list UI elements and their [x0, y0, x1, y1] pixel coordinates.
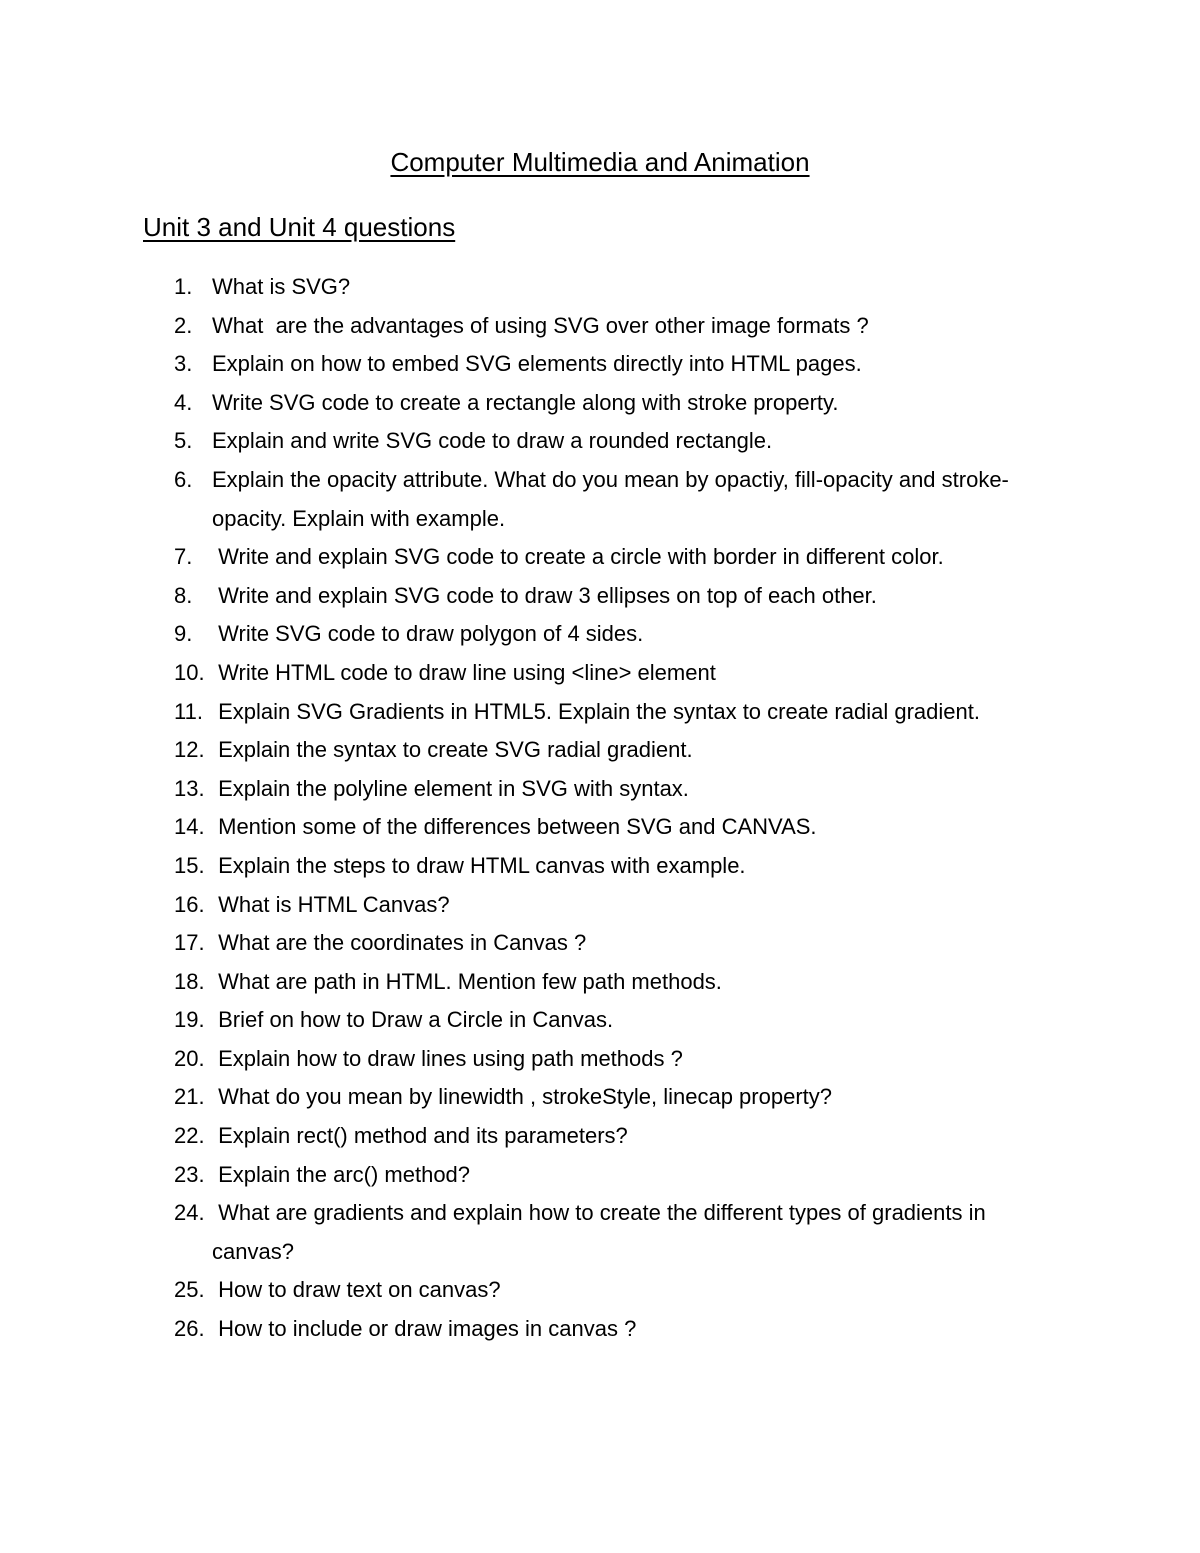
question-number: 24.	[174, 1200, 205, 1226]
question-number: 17.	[174, 930, 205, 956]
question-text: Explain on how to embed SVG elements directly into HTML pages.	[212, 351, 862, 377]
question-item	[0, 693, 1200, 732]
question-item	[0, 847, 1200, 886]
question-list	[0, 268, 1200, 1349]
question-text: What are gradients and explain how to create the different types of gradients in canvas?	[212, 1200, 992, 1264]
question-item	[0, 577, 1200, 616]
question-text: Write and explain SVG code to create a circle with border in different color.	[212, 544, 944, 570]
question-text: What is HTML Canvas?	[212, 891, 450, 917]
question-text: Write HTML code to draw line using <line> element	[212, 659, 716, 685]
question-number: 20.	[174, 1045, 205, 1071]
question-number: 10.	[174, 659, 205, 685]
question-item	[0, 1156, 1200, 1195]
question-number: 11.	[174, 698, 203, 724]
question-item	[0, 808, 1200, 847]
question-text: What is SVG?	[212, 274, 351, 299]
question-number: 6.	[174, 466, 193, 492]
question-item	[0, 615, 1200, 654]
question-number: 16.	[174, 891, 205, 917]
question-item	[0, 538, 1200, 577]
question-number: 19.	[174, 1007, 205, 1033]
question-text: How to draw text on canvas?	[212, 1277, 501, 1303]
question-item	[0, 345, 1200, 384]
question-item	[0, 924, 1200, 963]
question-text: Explain the steps to draw HTML canvas with example.	[212, 852, 746, 878]
question-text: Explain the arc() method?	[212, 1161, 471, 1187]
question-number: 12.	[174, 737, 205, 763]
question-text: Explain how to draw lines using path methods ?	[212, 1045, 683, 1071]
question-text: Mention some of the differences between SVG and CANVAS.	[212, 814, 817, 840]
question-item	[0, 1001, 1200, 1040]
question-number: 2.	[174, 312, 193, 338]
question-item	[0, 1271, 1200, 1310]
question-text: What do you mean by linewidth , strokeStyle, linecap property?	[212, 1084, 832, 1110]
question-number: 23.	[174, 1161, 205, 1187]
question-text: Explain the opacity attribute. What do you mean by opactiy, fill-opacity and stroke-opacity. Explain with example.	[212, 466, 1009, 531]
question-item	[0, 1310, 1200, 1349]
question-text: Explain and write SVG code to draw a rounded rectangle.	[212, 428, 773, 454]
question-number: 7.	[174, 544, 193, 570]
question-number: 25.	[174, 1277, 205, 1303]
question-text: Brief on how to Draw a Circle in Canvas.	[212, 1007, 614, 1033]
question-item	[0, 384, 1200, 423]
question-text: What are path in HTML. Mention few path methods.	[212, 968, 722, 994]
question-number: 22.	[174, 1123, 205, 1149]
question-text: Write SVG code to draw polygon of 4 sides.	[212, 621, 644, 647]
question-item	[0, 770, 1200, 809]
question-number: 1.	[174, 274, 193, 299]
question-text: What are the coordinates in Canvas ?	[212, 930, 587, 956]
question-text: How to include or draw images in canvas ?	[212, 1316, 637, 1342]
question-text: Write and explain SVG code to draw 3 ellipses on top of each other.	[212, 582, 877, 608]
question-text: What are the advantages of using SVG over other image formats ?	[212, 312, 869, 338]
question-item	[0, 422, 1200, 461]
question-number: 5.	[174, 428, 193, 454]
question-text: Explain rect() method and its parameters?	[212, 1123, 628, 1149]
document-subtitle: Unit 3 and Unit 4 questions	[143, 212, 456, 242]
question-number: 15.	[174, 852, 205, 878]
question-number: 3.	[174, 351, 193, 377]
question-item	[0, 1040, 1200, 1079]
question-number: 14.	[174, 814, 205, 840]
question-text: Explain SVG Gradients in HTML5. Explain the syntax to create radial gradient.	[212, 698, 980, 724]
question-text: Explain the syntax to create SVG radial gradient.	[212, 737, 693, 763]
question-item	[0, 1117, 1200, 1156]
question-number: 18.	[174, 968, 205, 994]
question-number: 4.	[174, 389, 193, 415]
question-number: 21.	[174, 1084, 205, 1110]
question-text: Explain the polyline element in SVG with syntax.	[212, 775, 689, 801]
question-number: 13.	[174, 775, 205, 801]
question-number: 26.	[174, 1316, 205, 1342]
question-item	[0, 1078, 1200, 1117]
question-item	[0, 886, 1200, 925]
question-item	[0, 731, 1200, 770]
question-item	[0, 307, 1200, 346]
question-item	[0, 654, 1200, 693]
question-item	[0, 461, 1200, 538]
question-number: 8.	[174, 582, 193, 608]
question-item	[0, 268, 1200, 307]
question-text: Write SVG code to create a rectangle along with stroke property.	[212, 389, 839, 415]
document-title: Computer Multimedia and Animation	[390, 147, 810, 177]
question-number: 9.	[174, 621, 193, 647]
question-item	[0, 1194, 1200, 1271]
question-item	[0, 963, 1200, 1002]
